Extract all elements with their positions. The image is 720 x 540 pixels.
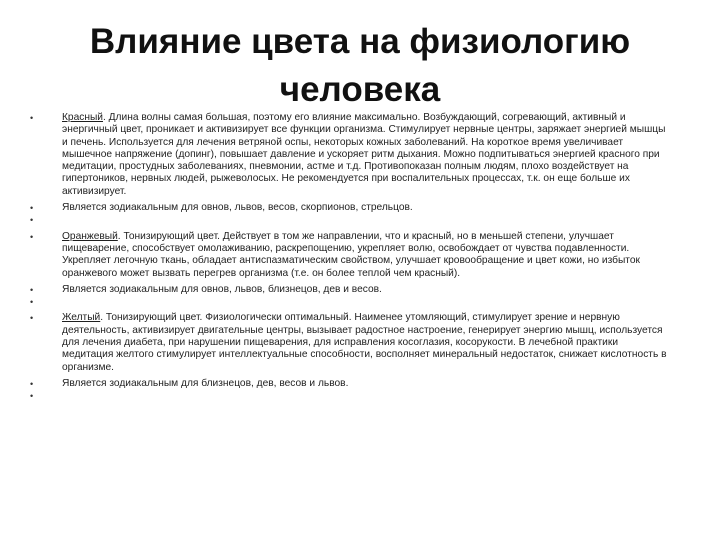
bullet-icon: •: [30, 391, 34, 402]
bullet-icon: •: [30, 231, 34, 242]
list-item-empty: [30, 390, 670, 402]
list-item-yellow: [30, 312, 670, 373]
description: . Тонизирующий цвет. Действует в том же направлении, что и красный, но в меньшей степени, улучшает пищеварение, способствует омолаживанию, раскрепощению, укрепляет волю, освобождает от чувства подавленности. Укрепляет легочную ткань, обладает антиспазматическим свойством, улучшает кровообращение и цвет кожи, но избыток оранжевого может вызвать перегрев организма (т.е. он более теплой чем красный).: [62, 230, 640, 279]
bullet-icon: •: [30, 313, 34, 324]
color-term: Желтый: [62, 312, 101, 324]
color-term: Красный: [62, 112, 103, 123]
bullet-icon: •: [30, 113, 34, 123]
bullet-list: [30, 112, 670, 403]
list-item-empty: [30, 214, 670, 226]
zodiac-text: Является зодиакальным для овнов, львов, весов, скорпионов, стрельцов.: [62, 202, 413, 214]
slide-title: Влияние цвета на физиологию человека: [89, 22, 631, 109]
color-term: Оранжевый: [62, 230, 118, 242]
bullet-icon: •: [30, 297, 34, 308]
list-item-empty: [30, 296, 670, 308]
list-item-orange: [30, 231, 670, 280]
list-item-zodiac-red: [30, 202, 670, 214]
list-item-zodiac-orange: [30, 284, 670, 296]
bullet-icon: •: [30, 284, 34, 295]
bullet-icon: •: [30, 215, 34, 226]
list-item-text: [62, 312, 670, 373]
list-item-text: [62, 231, 670, 280]
description: . Длина волны самая большая, поэтому его влияние максимально. Возбуждающий, согревающий, активный и энергичный цвет, проникает и активизирует все функции организма. Стимулирует нервные центры, заряжает энергией мышцы и печень. Используется для лечения ветряной оспы, некоторых кожных заболеваний. На короткое время увеличивает мышечное напряжение (допинг), повышает давление и ускоряет ритм дыхания. Можно подпитываться энергией красного при медитации, простудных заболеваниях, пневмонии, астме и т.д. Противопоказан полным людям, плохо воздействует на гипертоников, нервных людей, рыжеволосых. Не рекомендуется при воспалительных процессах, т.к. он еще больше их активизирует.: [62, 112, 666, 197]
list-item-zodiac-yellow: [30, 378, 670, 390]
bullet-icon: •: [30, 203, 34, 214]
bullet-icon: •: [30, 378, 34, 389]
list-item-text: [62, 112, 670, 198]
list-item-red: [30, 112, 670, 198]
zodiac-text: Является зодиакальным для овнов, львов, близнецов, дев и весов.: [62, 283, 382, 295]
zodiac-text: Является зодиакальным для близнецов, дев, весов и львов.: [62, 377, 349, 389]
description: . Тонизирующий цвет. Физиологически оптимальный. Наименее утомляющий, стимулирует зрение и нервную деятельность, активизирует двигательные центры, вызывает радостное настроение, генерирует энергию мышц, используется для лечения диабета, при нарушении пищеварения, для исправления косоглазия, косорукости. В лечебной практики медитация желтого стимулирует интеллектуальные способности, восполняет минеральный недостаток, снижает кислотность в организме.: [62, 312, 667, 373]
